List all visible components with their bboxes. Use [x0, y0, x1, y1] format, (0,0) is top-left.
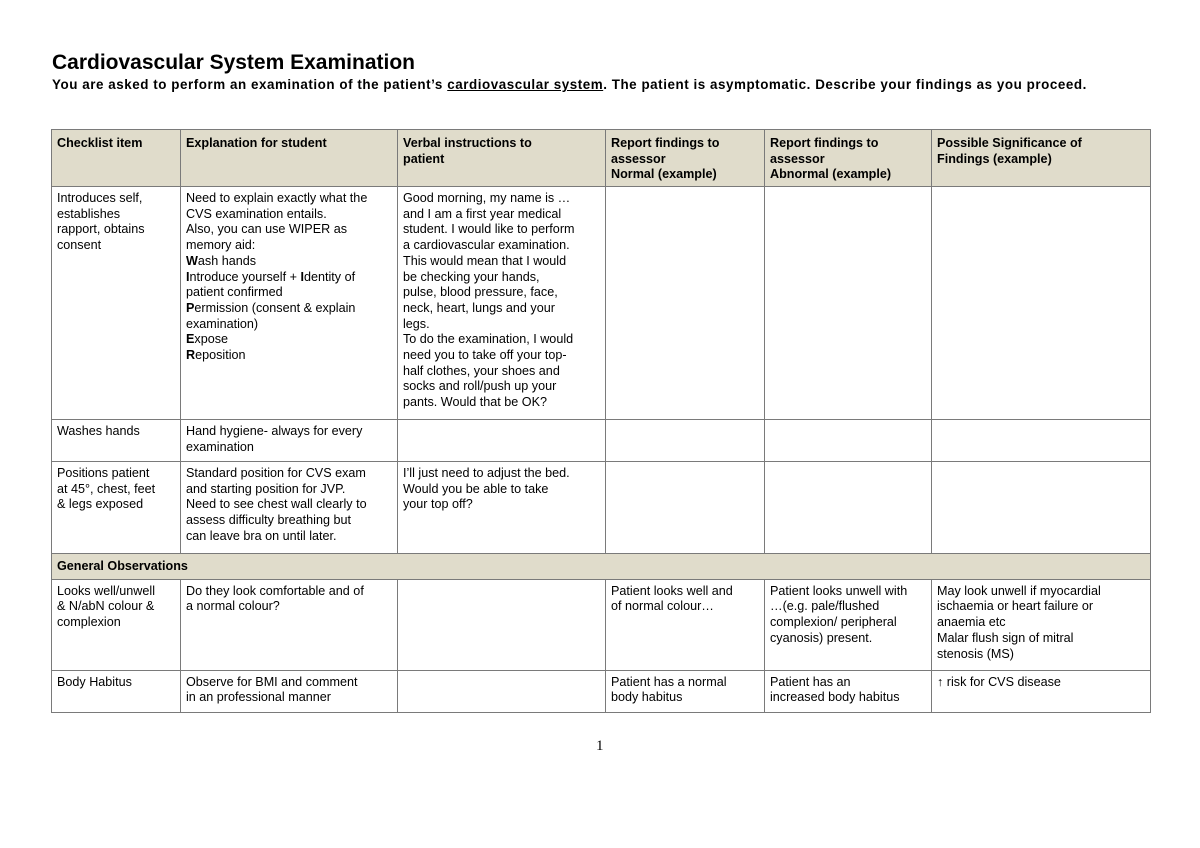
checklist-item-cell: [52, 670, 181, 712]
cell-line: student. I would like to perform: [403, 222, 575, 237]
table-row: [52, 187, 1151, 420]
cell-line: This would mean that I would: [403, 253, 567, 268]
cell-line: pulse, blood pressure, face,: [403, 285, 558, 300]
abnormal-findings-cell: [765, 579, 932, 670]
cell-line: body habitus: [611, 690, 683, 705]
document-title: Cardiovascular System Examination: [52, 51, 415, 74]
cell-line: half clothes, your shoes and: [403, 363, 560, 378]
cell-line: Observe for BMI and comment: [186, 674, 358, 689]
cell-line: Need to see chest wall clearly to: [186, 497, 367, 512]
instructions-part-1: You are asked to perform an examination of the patient’s: [52, 77, 448, 92]
cell-line: Patient looks unwell with: [770, 583, 908, 598]
header-line: Checklist item: [57, 136, 143, 150]
abnormal-findings-cell: [765, 670, 932, 712]
verbal-instructions-cell: [398, 187, 606, 420]
abnormal-findings-cell: [765, 420, 932, 462]
header-line: Normal (example): [611, 167, 717, 182]
explanation-cell: [181, 420, 398, 462]
normal-findings-cell: [606, 462, 765, 554]
mnemonic-letter: R: [186, 348, 196, 363]
cell-line: I’ll just need to adjust the bed.: [403, 466, 570, 480]
verbal-instructions-cell: [398, 670, 606, 712]
abnormal-findings-cell: [765, 462, 932, 554]
cell-line: May look unwell if myocardial: [937, 583, 1101, 598]
cell-line: & N/abN colour &: [57, 599, 155, 614]
header-abnormal-findings: [765, 130, 932, 187]
explanation-cell: [181, 462, 398, 554]
cell-line: socks and roll/push up your: [403, 379, 557, 394]
wiper-mnemonic-line: [186, 270, 392, 286]
normal-findings-cell: [606, 420, 765, 462]
table-header: [52, 130, 1151, 187]
header-explanation: [181, 130, 398, 187]
significance-cell: [932, 187, 1151, 420]
cell-line: & legs exposed: [57, 497, 144, 512]
cell-line: Looks well/unwell: [57, 583, 156, 598]
table-row: [52, 579, 1151, 670]
section-row: [52, 554, 1151, 580]
header-row: [52, 130, 1151, 187]
cell-line: To do the examination, I would: [403, 332, 574, 347]
header-checklist-item: [52, 130, 181, 187]
instructions-text: [52, 77, 1152, 93]
mnemonic-letter: E: [186, 332, 195, 347]
header-normal-findings: [606, 130, 765, 187]
cell-line: Good morning, my name is …: [403, 191, 571, 205]
table-row: [52, 420, 1151, 462]
header-line: Report findings to: [770, 136, 879, 150]
mnemonic-text: ntroduce yourself +: [189, 269, 301, 284]
significance-cell: [932, 462, 1151, 554]
cell-line: …(e.g. pale/flushed: [770, 599, 880, 614]
verbal-instructions-cell: [398, 462, 606, 554]
checklist-item-cell: [52, 579, 181, 670]
cell-line: in an professional manner: [186, 690, 331, 705]
instructions-part-2: . The patient is asymptomatic. Describe your findings as you proceed.: [603, 77, 1087, 92]
header-line: Report findings to: [611, 136, 720, 150]
cell-line: anaemia etc: [937, 615, 1006, 630]
cell-line: and I am a first year medical: [403, 206, 562, 221]
cell-line: complexion/ peripheral: [770, 615, 897, 630]
wiper-mnemonic-line: [186, 254, 392, 270]
verbal-instructions-cell: [398, 420, 606, 462]
mnemonic-letter: I: [300, 269, 304, 284]
normal-findings-cell: [606, 579, 765, 670]
cell-line: ischaemia or heart failure or: [937, 599, 1094, 614]
cell-line: a normal colour?: [186, 599, 280, 614]
wiper-mnemonic-line: [186, 348, 392, 364]
header-line: Verbal instructions to: [403, 136, 532, 150]
header-line: Findings (example): [937, 151, 1052, 166]
cell-line: complexion: [57, 615, 121, 630]
wiper-mnemonic-line: [186, 332, 392, 348]
mnemonic-letter: W: [186, 253, 198, 268]
instructions-underlined-term: cardiovascular system: [447, 77, 604, 92]
cell-line: Patient looks well and: [611, 583, 733, 598]
header-line: Abnormal (example): [770, 167, 892, 182]
cell-line: Would you be able to take: [403, 481, 549, 496]
cell-line: stenosis (MS): [937, 646, 1014, 661]
header-line: Possible Significance of: [937, 136, 1082, 150]
mnemonic-letter: I: [186, 269, 190, 284]
section-heading: General Observations: [52, 554, 1151, 580]
table-body: [52, 187, 1151, 713]
explanation-cell: [181, 670, 398, 712]
cell-line: can leave bra on until later.: [186, 528, 337, 543]
cell-line: rapport, obtains: [57, 222, 145, 237]
header-line: assessor: [770, 151, 825, 166]
cell-line: ↑ risk for CVS disease: [937, 674, 1061, 689]
cell-line: and starting position for JVP.: [186, 481, 346, 496]
page-number: 1: [596, 738, 604, 754]
cell-line: of normal colour…: [611, 599, 714, 614]
significance-cell: [932, 670, 1151, 712]
cell-line: a cardiovascular examination.: [403, 238, 570, 253]
cell-line: Positions patient: [57, 466, 150, 480]
checklist-item-cell: [52, 420, 181, 462]
cell-line: Standard position for CVS exam: [186, 466, 366, 480]
mnemonic-text: examination): [186, 316, 259, 331]
mnemonic-text: ash hands: [197, 253, 257, 268]
cell-line: your top off?: [403, 497, 473, 512]
cell-line: Washes hands: [57, 424, 140, 438]
cell-line: CVS examination entails.: [186, 206, 327, 221]
wiper-mnemonic-line: [186, 301, 392, 317]
significance-cell: [932, 579, 1151, 670]
wiper-mnemonic-line: [186, 285, 392, 301]
cell-line: neck, heart, lungs and your: [403, 300, 555, 315]
checklist-item-cell: [52, 187, 181, 420]
cell-line: Patient has an: [770, 674, 851, 689]
cell-line: be checking your hands,: [403, 269, 540, 284]
checklist-item-cell: [52, 462, 181, 554]
header-verbal-instructions: [398, 130, 606, 187]
cell-line: Hand hygiene- always for every: [186, 424, 363, 438]
normal-findings-cell: [606, 670, 765, 712]
mnemonic-text: dentity of: [303, 269, 356, 284]
cell-line: consent: [57, 238, 102, 253]
cell-line: need you to take off your top-: [403, 348, 567, 363]
cell-line: cyanosis) present.: [770, 630, 873, 645]
mnemonic-text: patient confirmed: [186, 285, 283, 300]
cell-line: at 45°, chest, feet: [57, 481, 156, 496]
table-row: [52, 462, 1151, 554]
cell-line: legs.: [403, 316, 430, 331]
significance-cell: [932, 420, 1151, 462]
header-line: patient: [403, 151, 445, 166]
cell-line: Patient has a normal: [611, 674, 727, 689]
cell-line: Body Habitus: [57, 674, 132, 689]
cell-line: assess difficulty breathing but: [186, 513, 351, 528]
wiper-mnemonic-line: [186, 317, 392, 333]
cell-line: increased body habitus: [770, 690, 900, 705]
cell-line: Also, you can use WIPER as: [186, 222, 347, 237]
cell-line: Introduces self,: [57, 191, 143, 205]
abnormal-findings-cell: [765, 187, 932, 420]
mnemonic-letter: P: [186, 300, 195, 315]
mnemonic-text: ermission (consent & explain: [194, 300, 356, 315]
cell-line: pants. Would that be OK?: [403, 395, 547, 410]
verbal-instructions-cell: [398, 579, 606, 670]
cell-line: memory aid:: [186, 238, 256, 253]
explanation-cell: [181, 579, 398, 670]
mnemonic-text: xpose: [194, 332, 229, 347]
cell-line: Malar flush sign of mitral: [937, 630, 1074, 645]
normal-findings-cell: [606, 187, 765, 420]
header-line: assessor: [611, 151, 666, 166]
cell-line: Need to explain exactly what the: [186, 191, 368, 205]
cell-line: establishes: [57, 206, 121, 221]
header-line: Explanation for student: [186, 136, 327, 150]
cell-line: Do they look comfortable and of: [186, 583, 364, 598]
examination-checklist-table: [51, 129, 1151, 713]
explanation-cell: [181, 187, 398, 420]
mnemonic-text: eposition: [195, 348, 246, 363]
table-row: [52, 670, 1151, 712]
header-significance: [932, 130, 1151, 187]
cell-line: examination: [186, 439, 254, 454]
